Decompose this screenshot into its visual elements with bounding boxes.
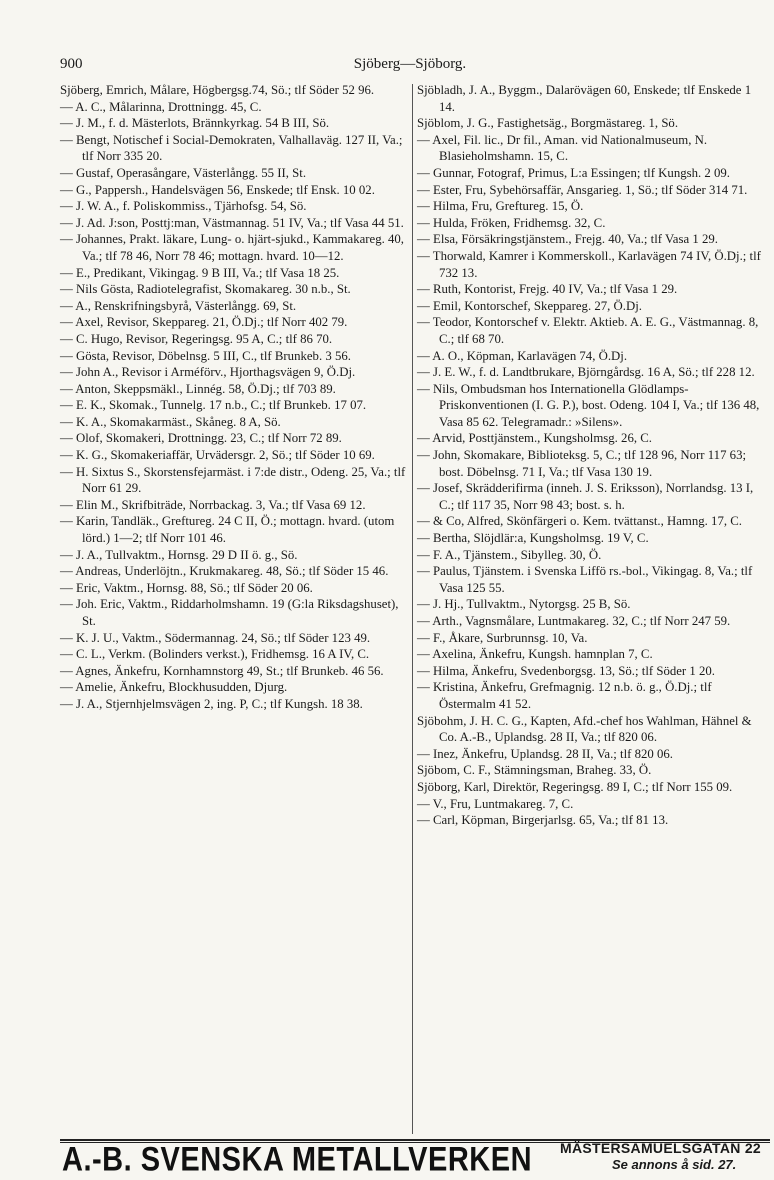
- directory-entry: — Bertha, Slöjdlär:a, Kungsholmsg. 19 V, C.: [417, 531, 649, 546]
- directory-entry: — Anton, Skeppsmäkl., Linnég. 58, Ö.Dj.; tlf 703 89.: [60, 381, 336, 396]
- directory-entry: — Gunnar, Fotograf, Primus, L:a Essingen; tlf Kungsh. 2 09.: [417, 165, 730, 180]
- directory-entry: — H. Sixtus S., Skorstensfejarmäst. i 7:de distr., Odeng. 25, Va.; tlf Norr 61 29.: [60, 464, 406, 496]
- directory-entry: — Gustaf, Operasångare, Västerlångg. 55 II, St.: [60, 165, 307, 180]
- directory-entry: — J. Hj., Tullvaktm., Nytorgsg. 25 B, Sö.: [417, 597, 631, 612]
- directory-entry: — Hulda, Fröken, Fridhemsg. 32, C.: [417, 215, 606, 230]
- directory-entry: — Paulus, Tjänstem. i Svenska Liffö rs.-bol., Vikingag. 8, Va.; tlf Vasa 125 55.: [417, 564, 753, 595]
- directory-entry: — Inez, Änkefru, Uplandsg. 28 II, Va.; tlf 820 06.: [417, 746, 674, 761]
- directory-entry: — E. K., Skomak., Tunnelg. 17 n.b., C.; tlf Brunkeb. 17 07.: [60, 398, 367, 413]
- directory-entry: — A. C., Målarinna, Drottningg. 45, C.: [60, 99, 262, 114]
- directory-entry: — F., Åkare, Surbrunnsg. 10, Va.: [417, 630, 588, 645]
- directory-entry: — Ruth, Kontorist, Frejg. 40 IV, Va.; tlf Vasa 1 29.: [417, 282, 678, 297]
- directory-entry: — Arvid, Posttjänstem., Kungsholmsg. 26, C.: [417, 431, 652, 446]
- right-column: [417, 82, 769, 829]
- directory-entry: — Hilma, Änkefru, Svedenborgsg. 13, Sö.; tlf Söder 1 20.: [417, 663, 715, 678]
- directory-entry: — A. O., Köpman, Karlavägen 74, Ö.Dj.: [417, 348, 628, 363]
- directory-entry: — Carl, Köpman, Birgerjarlsg. 65, Va.; tlf 81 13.: [417, 813, 669, 828]
- directory-entry: — Emil, Kontorschef, Skeppareg. 27, Ö.Dj.: [417, 298, 642, 313]
- directory-entry: Sjöblom, J. G., Fastighetsäg., Borgmästareg. 1, Sö.: [417, 116, 679, 131]
- directory-entry: — Andreas, Underlöjtn., Krukmakareg. 48, Sö.; tlf Söder 15 46.: [60, 564, 389, 579]
- directory-entry: — Joh. Eric, Vaktm., Riddarholmshamn. 19 (G:la Riksdagshuset), St.: [60, 597, 399, 628]
- left-column: [60, 82, 408, 713]
- directory-entry: — J. W. A., f. Poliskommiss., Tjärhofsg. 54, Sö.: [60, 199, 307, 214]
- directory-entry: — J. A., Tullvaktm., Hornsg. 29 D II ö. g., Sö.: [60, 547, 298, 562]
- directory-entry: — C. L., Verkm. (Bolinders verkst.), Fridhemsg. 16 A IV, C.: [60, 647, 370, 662]
- directory-entry: — K. G., Skomakeriaffär, Urvädersgr. 2, Sö.; tlf Söder 10 69.: [60, 448, 375, 463]
- directory-entry: — Bengt, Notischef i Social-Demokraten, Valhallaväg. 127 II, Va.; tlf Norr 335 20.: [60, 132, 403, 164]
- directory-entry: — John A., Revisor i Arméförv., Hjorthagsvägen 9, Ö.Dj.: [60, 365, 356, 380]
- directory-entry: — Amelie, Änkefru, Blockhusudden, Djurg.: [60, 680, 288, 695]
- advertisement-address: MÄSTERSAMUELSGATAN 22: [560, 1140, 762, 1156]
- directory-entry: — Ester, Fru, Sybehörsaffär, Ansgarieg. 1, Sö.; tlf Söder 314 71.: [417, 182, 748, 197]
- directory-entry: — J. M., f. d. Mästerlots, Brännkyrkag. 54 B III, Sö.: [60, 116, 330, 131]
- directory-entry: — Nils Gösta, Radiotelegrafist, Skomakareg. 30 n.b., St.: [60, 282, 351, 297]
- directory-entry: — Kristina, Änkefru, Grefmagnig. 12 n.b. ö. g., Ö.Dj.; tlf Östermalm 41 52.: [417, 680, 712, 711]
- directory-entry: Sjöbom, C. F., Stämningsman, Braheg. 33, Ö.: [417, 763, 652, 778]
- directory-entry: — Josef, Skrädderifirma (inneh. J. S. Eriksson), Norrlandsg. 13 I, C.; tlf 117 35, Norr 98 43; bost. s. h.: [417, 481, 754, 512]
- directory-entry: — Axel, Revisor, Skeppareg. 21, Ö.Dj.; tlf Norr 402 79.: [60, 315, 348, 330]
- directory-entry: — Elsa, Försäkringstjänstem., Frejg. 40, Va.; tlf Vasa 1 29.: [417, 232, 718, 247]
- directory-entry: — Axel, Fil. lic., Dr fil., Aman. vid Nationalmuseum, N. Blasieholmshamn. 15, C.: [417, 132, 708, 164]
- directory-entry: — K. J. U., Vaktm., Södermannag. 24, Sö.; tlf Söder 123 49.: [60, 630, 371, 645]
- directory-entry: — C. Hugo, Revisor, Regeringsg. 95 A, C.; tlf 86 70.: [60, 331, 333, 346]
- directory-entry: — Agnes, Änkefru, Kornhamnstorg 49, St.; tlf Brunkeb. 46 56.: [60, 663, 384, 678]
- page-header: [60, 56, 760, 78]
- directory-entry: — John, Skomakare, Biblioteksg. 5, C.; tlf 128 96, Norr 117 63; bost. Döbelnsg. 71 I, Va.; tlf Vasa 130 19.: [417, 448, 747, 479]
- directory-entry: — Thorwald, Kamrer i Kommerskoll., Karlavägen 74 IV, Ö.Dj.; tlf 732 13.: [417, 248, 761, 280]
- directory-entry: — Eric, Vaktm., Hornsg. 88, Sö.; tlf Söder 20 06.: [60, 580, 313, 595]
- directory-entry: — Nils, Ombudsman hos Internationella Glödlamps-Priskonventionen (I. G. P.), bost. Odeng. 104 I, Va.; tlf 136 48, Vasa 85 62. Telegramadr.: »Silens».: [417, 381, 760, 429]
- directory-entry: — Elin M., Skrifbiträde, Norrbackag. 3, Va.; tlf Vasa 69 12.: [60, 497, 366, 512]
- directory-entry: — J. E. W., f. d. Landtbrukare, Björngårdsg. 16 A, Sö.; tlf 228 12.: [417, 365, 755, 380]
- directory-entry: — J. Ad. J:son, Posttj:man, Västmannag. 51 IV, Va.; tlf Vasa 44 51.: [60, 215, 404, 230]
- directory-entry: — Karin, Tandläk., Greftureg. 24 C II, Ö.; mottagn. hvard. (utom lörd.) 1—2; tlf Norr 101 46.: [60, 514, 395, 546]
- directory-entry: — G., Pappersh., Handelsvägen 56, Enskede; tlf Ensk. 10 02.: [60, 182, 375, 197]
- directory-entry: — Arth., Vagnsmålare, Luntmakareg. 32, C.; tlf Norr 247 59.: [417, 614, 731, 628]
- running-title: Sjöberg—Sjöborg.: [353, 56, 467, 72]
- directory-entry: Sjöborg, Karl, Direktör, Regeringsg. 89 I, C.; tlf Norr 155 09.: [417, 779, 733, 794]
- advertisement-brand: A.-B. SVENSKA METALLVERKEN: [62, 1141, 533, 1179]
- directory-entry: — A., Renskrifningsbyrå, Västerlångg. 69, St.: [60, 298, 297, 313]
- directory-entry: Sjöbladh, J. A., Byggm., Dalarövägen 60, Enskede; tlf Enskede 1 14.: [417, 83, 752, 114]
- directory-entry: — J. A., Stjernhjelmsvägen 2, ing. P, C.; tlf Kungsh. 18 38.: [60, 696, 363, 711]
- advertisement-note: Se annons å sid. 27.: [612, 1157, 737, 1172]
- directory-entry: — K. A., Skomakarmäst., Skåneg. 8 A, Sö.: [60, 414, 281, 429]
- directory-entry: Sjöberg, Emrich, Målare, Högbergsg.74, Sö.; tlf Söder 52 96.: [60, 83, 375, 97]
- directory-entry: — Hilma, Fru, Greftureg. 15, Ö.: [417, 199, 584, 214]
- directory-entry: — Gösta, Revisor, Döbelnsg. 5 III, C., tlf Brunkeb. 3 56.: [60, 348, 351, 363]
- directory-entry: — V., Fru, Luntmakareg. 7, C.: [417, 796, 574, 811]
- directory-entry: Sjöbohm, J. H. C. G., Kapten, Afd.-chef hos Wahlman, Hähnel & Co. A.-B., Uplandsg. 28 II, Va.; tlf 820 06.: [417, 713, 752, 745]
- directory-entry: — F. A., Tjänstem., Sibylleg. 30, Ö.: [417, 547, 602, 562]
- directory-entry: — Axelina, Änkefru, Kungsh. hamnplan 7, C.: [417, 647, 653, 662]
- directory-entry: — Teodor, Kontorschef v. Elektr. Aktieb. A. E. G., Västmannag. 8, C.; tlf 68 70.: [417, 315, 759, 346]
- directory-entry: — E., Predikant, Vikingag. 9 B III, Va.; tlf Vasa 18 25.: [60, 265, 340, 280]
- page-number: 900: [60, 56, 83, 72]
- column-divider: [412, 84, 413, 1134]
- directory-entry: — & Co, Alfred, Skönfärgeri o. Kem. tvättanst., Hamng. 17, C.: [417, 514, 742, 529]
- directory-entry: — Olof, Skomakeri, Drottningg. 23, C.; tlf Norr 72 89.: [60, 431, 342, 446]
- directory-entry: — Johannes, Prakt. läkare, Lung- o. hjärt-sjukd., Kammakareg. 40, Va.; tlf 78 46, Norr 78 46; mottagn. hvard. 10—12.: [60, 232, 405, 263]
